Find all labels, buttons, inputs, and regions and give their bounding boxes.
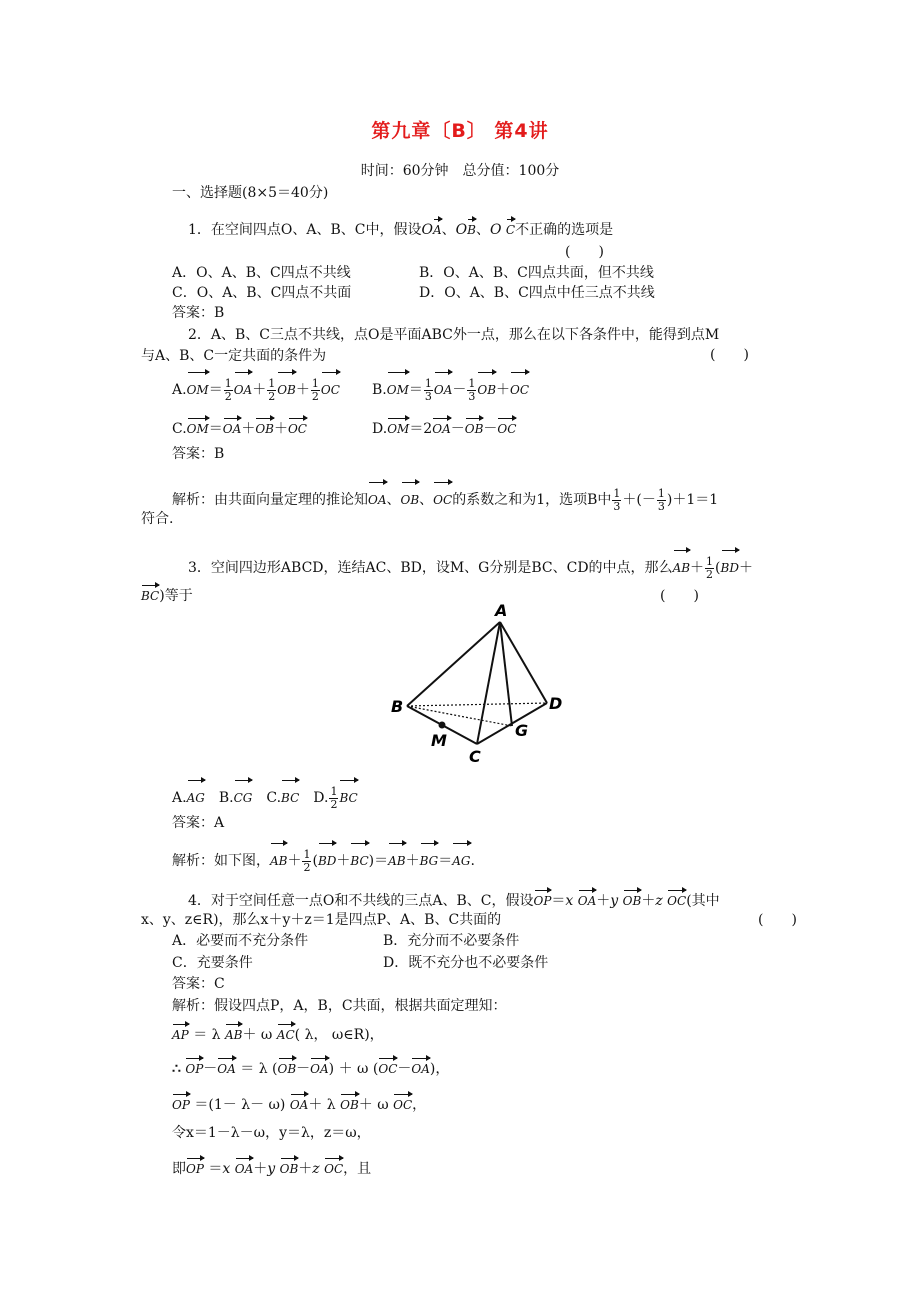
q1-stem-tail: 不正确的选项是 bbox=[515, 222, 614, 238]
q3-stem: 3．空间四边形ABCD，连结AC、BD，设M、G分别是BC、CD的中点，那么AB＋ $\frac{1}{2}$ (BD＋ bbox=[188, 550, 753, 583]
q4-eq1: AP ＝ λ AB＋ ω AC( λ， ω∈R)， bbox=[172, 1024, 384, 1043]
q1-stem: 1．在空间四点O、A、B、C中，假设OA、OB、O C不正确的选项是 bbox=[188, 219, 613, 238]
label-b: B bbox=[391, 697, 404, 716]
q4-analysis-line1: 解析：假设四点P，A，B，C共面，根据共面定理知： bbox=[172, 998, 507, 1014]
q4-option-d: D．既不充分也不必要条件 bbox=[383, 955, 549, 971]
q1-answer-paren: ( ) bbox=[565, 244, 604, 260]
q3-options: A.AG B.CG C.BC D. $\frac{1}{2}$ BC bbox=[172, 780, 358, 813]
q3-analysis-text: 解析：如下图， bbox=[172, 853, 270, 869]
tetrahedron-figure bbox=[385, 598, 575, 770]
label-d: D bbox=[549, 694, 563, 713]
q4-eq2: ∴ OP－OA ＝ λ (OB－OA) ＋ ω (OC－OA)， bbox=[172, 1058, 449, 1077]
label-a: A bbox=[495, 601, 508, 620]
q3-stem-text: 3．空间四边形ABCD，连结AC、BD，设M、G分别是BC、CD的中点，那么 bbox=[188, 560, 673, 576]
q1-option-b: B．O、A、B、C四点共面，但不共线 bbox=[419, 265, 654, 281]
section-heading: 一、选择题(8×5＝40分) bbox=[172, 185, 329, 201]
exam-meta: 时间：60分钟 总分值：100分 bbox=[360, 163, 560, 179]
q3-stem-tail: 等于 bbox=[164, 588, 193, 604]
q2-answer: 答案：B bbox=[172, 446, 225, 462]
edge-bg-hidden bbox=[407, 706, 512, 726]
q2-analysis: 解析：由共面向量定理的推论知OA、OB、OC的系数之和为1，选项B中 $\frac{1}{3}$ ＋(－ $\frac{1}{3}$ )＋1＝1 bbox=[172, 482, 718, 515]
q2-option-a: A.OM＝ $\frac{1}{2}$ OA＋ $\frac{1}{2}$ OB＋ $\frac{1}{2}$ OC bbox=[172, 372, 340, 405]
q2-stem-line1: 2．A、B、C三点不共线，点O是平面ABC外一点，那么在以下各条件中，能得到点M bbox=[188, 327, 720, 343]
q4-stem-end: (其中 bbox=[686, 893, 720, 909]
q3-answer-paren: ( ) bbox=[660, 588, 699, 604]
q4-stem-text: 4．对于空间任意一点O和不共线的三点A、B、C，假设 bbox=[188, 893, 534, 909]
q4-ji-prefix: 即 bbox=[172, 1161, 186, 1177]
q1-option-d: D．O、A、B、C四点中任三点不共线 bbox=[419, 285, 655, 301]
q4-option-c: C．充要条件 bbox=[172, 955, 253, 971]
point-m bbox=[439, 722, 446, 729]
q1-option-a: A．O、A、B、C四点不共线 bbox=[172, 265, 351, 281]
label-g: G bbox=[515, 721, 529, 740]
q4-ling: 令x＝1－λ－ω，y＝λ，z＝ω， bbox=[172, 1125, 371, 1141]
q4-eq3: OP ＝(1－ λ－ ω) OA＋ λ OB＋ ω OC， bbox=[172, 1094, 426, 1113]
q2-analysis-text: 解析：由共面向量定理的推论知 bbox=[172, 492, 368, 508]
q4-option-a: A．必要而不充分条件 bbox=[172, 933, 309, 949]
q4-stem-line2: x、y、z∈R)，那么x＋y＋z＝1是四点P、A、B、C共面的 bbox=[141, 912, 502, 928]
q4-ji-suffix: ，且 bbox=[343, 1161, 372, 1177]
edge-bd-hidden bbox=[407, 703, 547, 706]
q4-answer: 答案：C bbox=[172, 976, 225, 992]
q1-stem-text: 1．在空间四点O、A、B、C中，假设 bbox=[188, 222, 422, 238]
label-m: M bbox=[431, 731, 447, 750]
q4-option-b: B．充分而不必要条件 bbox=[383, 933, 520, 949]
q3-stem-line2: BC)等于 bbox=[141, 585, 193, 604]
q4-ji: 即OP ＝x OA＋y OB＋z OC，且 bbox=[172, 1158, 371, 1177]
page-title: 第九章〔B〕 第4讲 bbox=[371, 120, 549, 142]
q2-option-c: C.OM＝OA＋OB＋OC bbox=[172, 418, 307, 437]
edge-cd bbox=[477, 703, 547, 744]
q2-stem-line2: 与A、B、C一定共面的条件为 bbox=[141, 348, 327, 364]
q1-answer: 答案：B bbox=[172, 305, 225, 321]
q2-analysis-end: 符合. bbox=[141, 511, 174, 527]
q2-analysis-mid: 的系数之和为1，选项B中 bbox=[452, 492, 612, 508]
q1-option-c: C．O、A、B、C四点不共面 bbox=[172, 285, 352, 301]
label-c: C bbox=[469, 747, 481, 766]
q3-answer: 答案：A bbox=[172, 815, 225, 831]
q4-answer-paren: ( ) bbox=[758, 912, 797, 928]
q4-stem-line1: 4．对于空间任意一点O和不共线的三点A、B、C，假设OP＝x OA＋y OB＋z OC(其中 bbox=[188, 890, 720, 909]
q3-analysis: 解析：如下图，AB＋ $\frac{1}{2}$ (BD＋BC)＝AB＋BG＝AG. bbox=[172, 843, 475, 876]
q2-answer-paren: ( ) bbox=[710, 347, 749, 363]
q2-option-d: D.OM＝2OA－OB－OC bbox=[372, 418, 516, 437]
q2-option-b: B.OM＝ $\frac{1}{3}$ OA－ $\frac{1}{3}$ OB＋OC bbox=[372, 372, 529, 405]
